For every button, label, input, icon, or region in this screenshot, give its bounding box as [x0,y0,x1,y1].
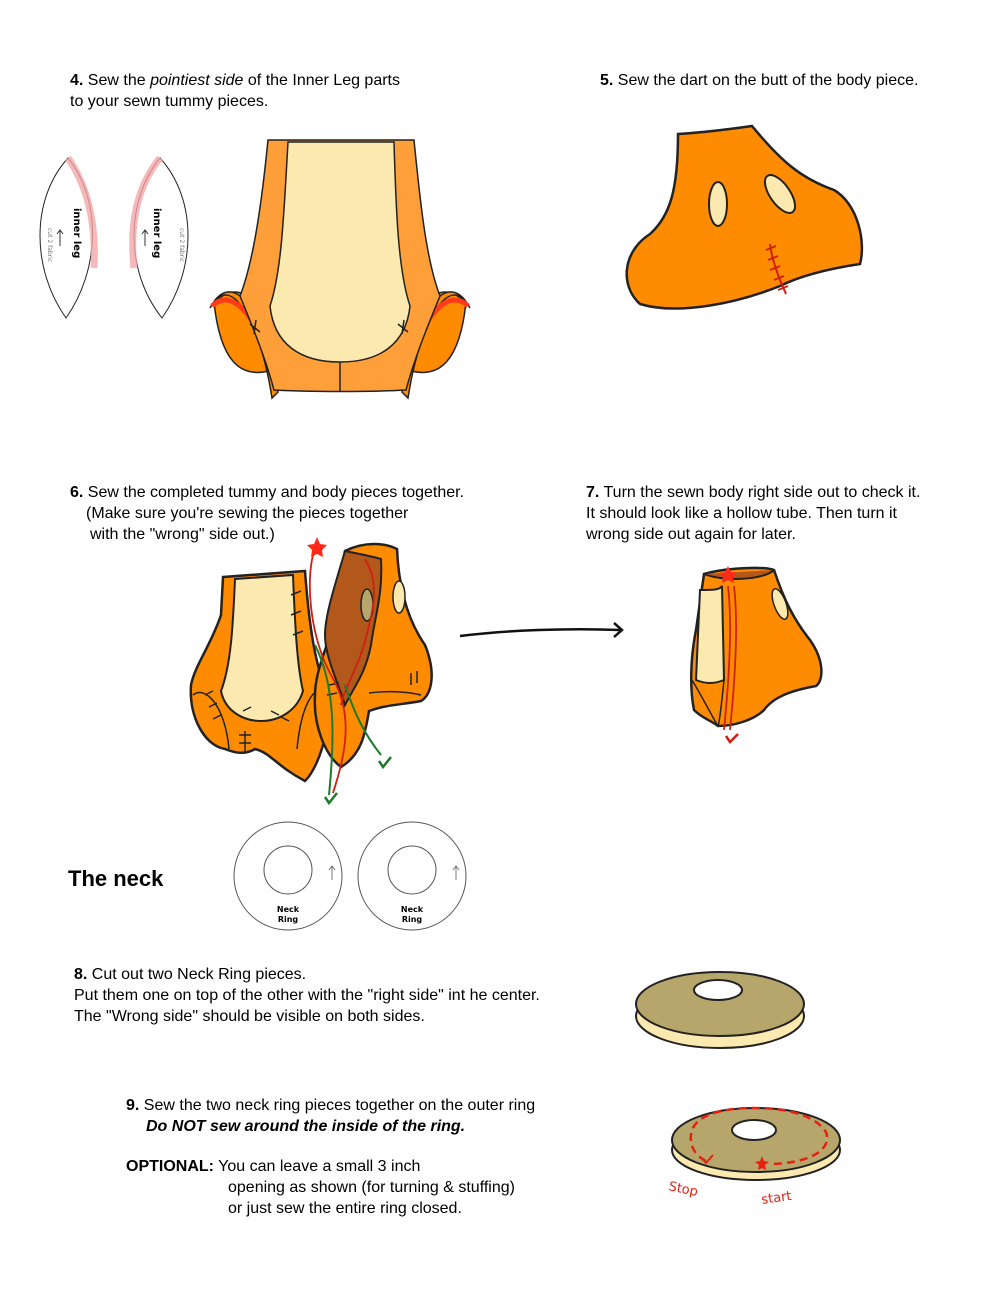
optional-line3: or just sew the entire ring closed. [228,1200,462,1217]
step4-line2: to your sewn tummy pieces. [70,93,269,110]
inner-leg-small-right: cut 2 fabric [178,228,185,263]
step9-number: 9. [126,1097,140,1114]
neck-ring-label-right-2: Ring [401,915,423,924]
step4-text-post: of the Inner Leg parts [243,72,400,89]
step7-number: 7. [586,484,600,501]
step8-line3: The "Wrong side" should be visible on both sides. [74,1008,425,1025]
inner-leg-pattern-right [133,158,188,318]
neck-ring-patterns [232,820,480,932]
inner-leg-pattern-pieces [30,150,190,330]
body-piece-with-dart [620,120,870,320]
step7-line1: Turn the sewn body right side out to check it. [603,484,921,501]
step5-number: 5. [600,72,614,89]
checkmark-icon-tube [726,734,738,742]
sewn-body-tube [684,560,834,750]
step9-instruction [126,1095,535,1137]
tummy-piece-side [191,571,329,781]
arrow-right-icon [458,618,628,642]
neck-ring-label-right-1: Neck [400,905,424,914]
step5-instruction [600,70,918,91]
step8-line1: Cut out two Neck Ring pieces. [91,966,307,983]
optional-line1: You can leave a small 3 inch [218,1158,421,1175]
step8-number: 8. [74,966,88,983]
step6-line3: with the "wrong" side out.) [90,526,275,543]
sewn-neck-ring [664,1092,854,1212]
optional-label: OPTIONAL: [126,1158,214,1175]
step6-line2: (Make sure you're sewing the pieces together [86,505,409,522]
step7-instruction [586,482,920,545]
tummy-piece [240,140,440,392]
stop-label: Stop [667,1179,700,1201]
step4-emphasis: pointiest side [150,72,244,89]
neck-ring-label-left-1: Neck [276,905,300,914]
step4-number: 4. [70,72,84,89]
checkmark-icons [325,757,391,803]
step6-line1: Sew the completed tummy and body pieces together. [87,484,465,501]
step4-text-pre: Sew the [87,72,151,89]
step9-optional-note [126,1156,515,1219]
neck-ring-pattern-right [358,822,466,930]
neck-section-heading: The neck [68,866,164,891]
step9-line1: Sew the two neck ring pieces together on the outer ring [143,1097,536,1114]
step6-number: 6. [70,484,84,501]
star-icon [307,537,327,557]
step5-text: Sew the dart on the butt of the body piece. [617,72,919,89]
step8-instruction [74,964,540,1027]
start-label: start [760,1188,793,1208]
optional-line2: opening as shown (for turning & stuffing) [228,1179,515,1196]
step7-line3: wrong side out again for later. [586,526,796,543]
stacked-neck-rings [630,960,810,1054]
step4-instruction [70,70,400,112]
step9-warning: Do NOT sew around the inside of the ring. [146,1118,466,1135]
neck-ring-label-left-2: Ring [277,915,299,924]
step8-line2: Put them one on top of the other with the "right side" int he center. [74,987,540,1004]
tummy-with-inner-legs [200,130,480,440]
inner-leg-small-left: cut 2 fabric [46,228,53,263]
step7-line2: It should look like a hollow tube. Then turn it [586,505,897,522]
inner-leg-label-left: inner leg [71,208,82,259]
inner-leg-label-right: inner leg [151,208,162,259]
inner-leg-pattern-left [40,158,94,318]
tummy-and-body-assembly [185,535,445,810]
neck-ring-pattern-left [234,822,342,930]
